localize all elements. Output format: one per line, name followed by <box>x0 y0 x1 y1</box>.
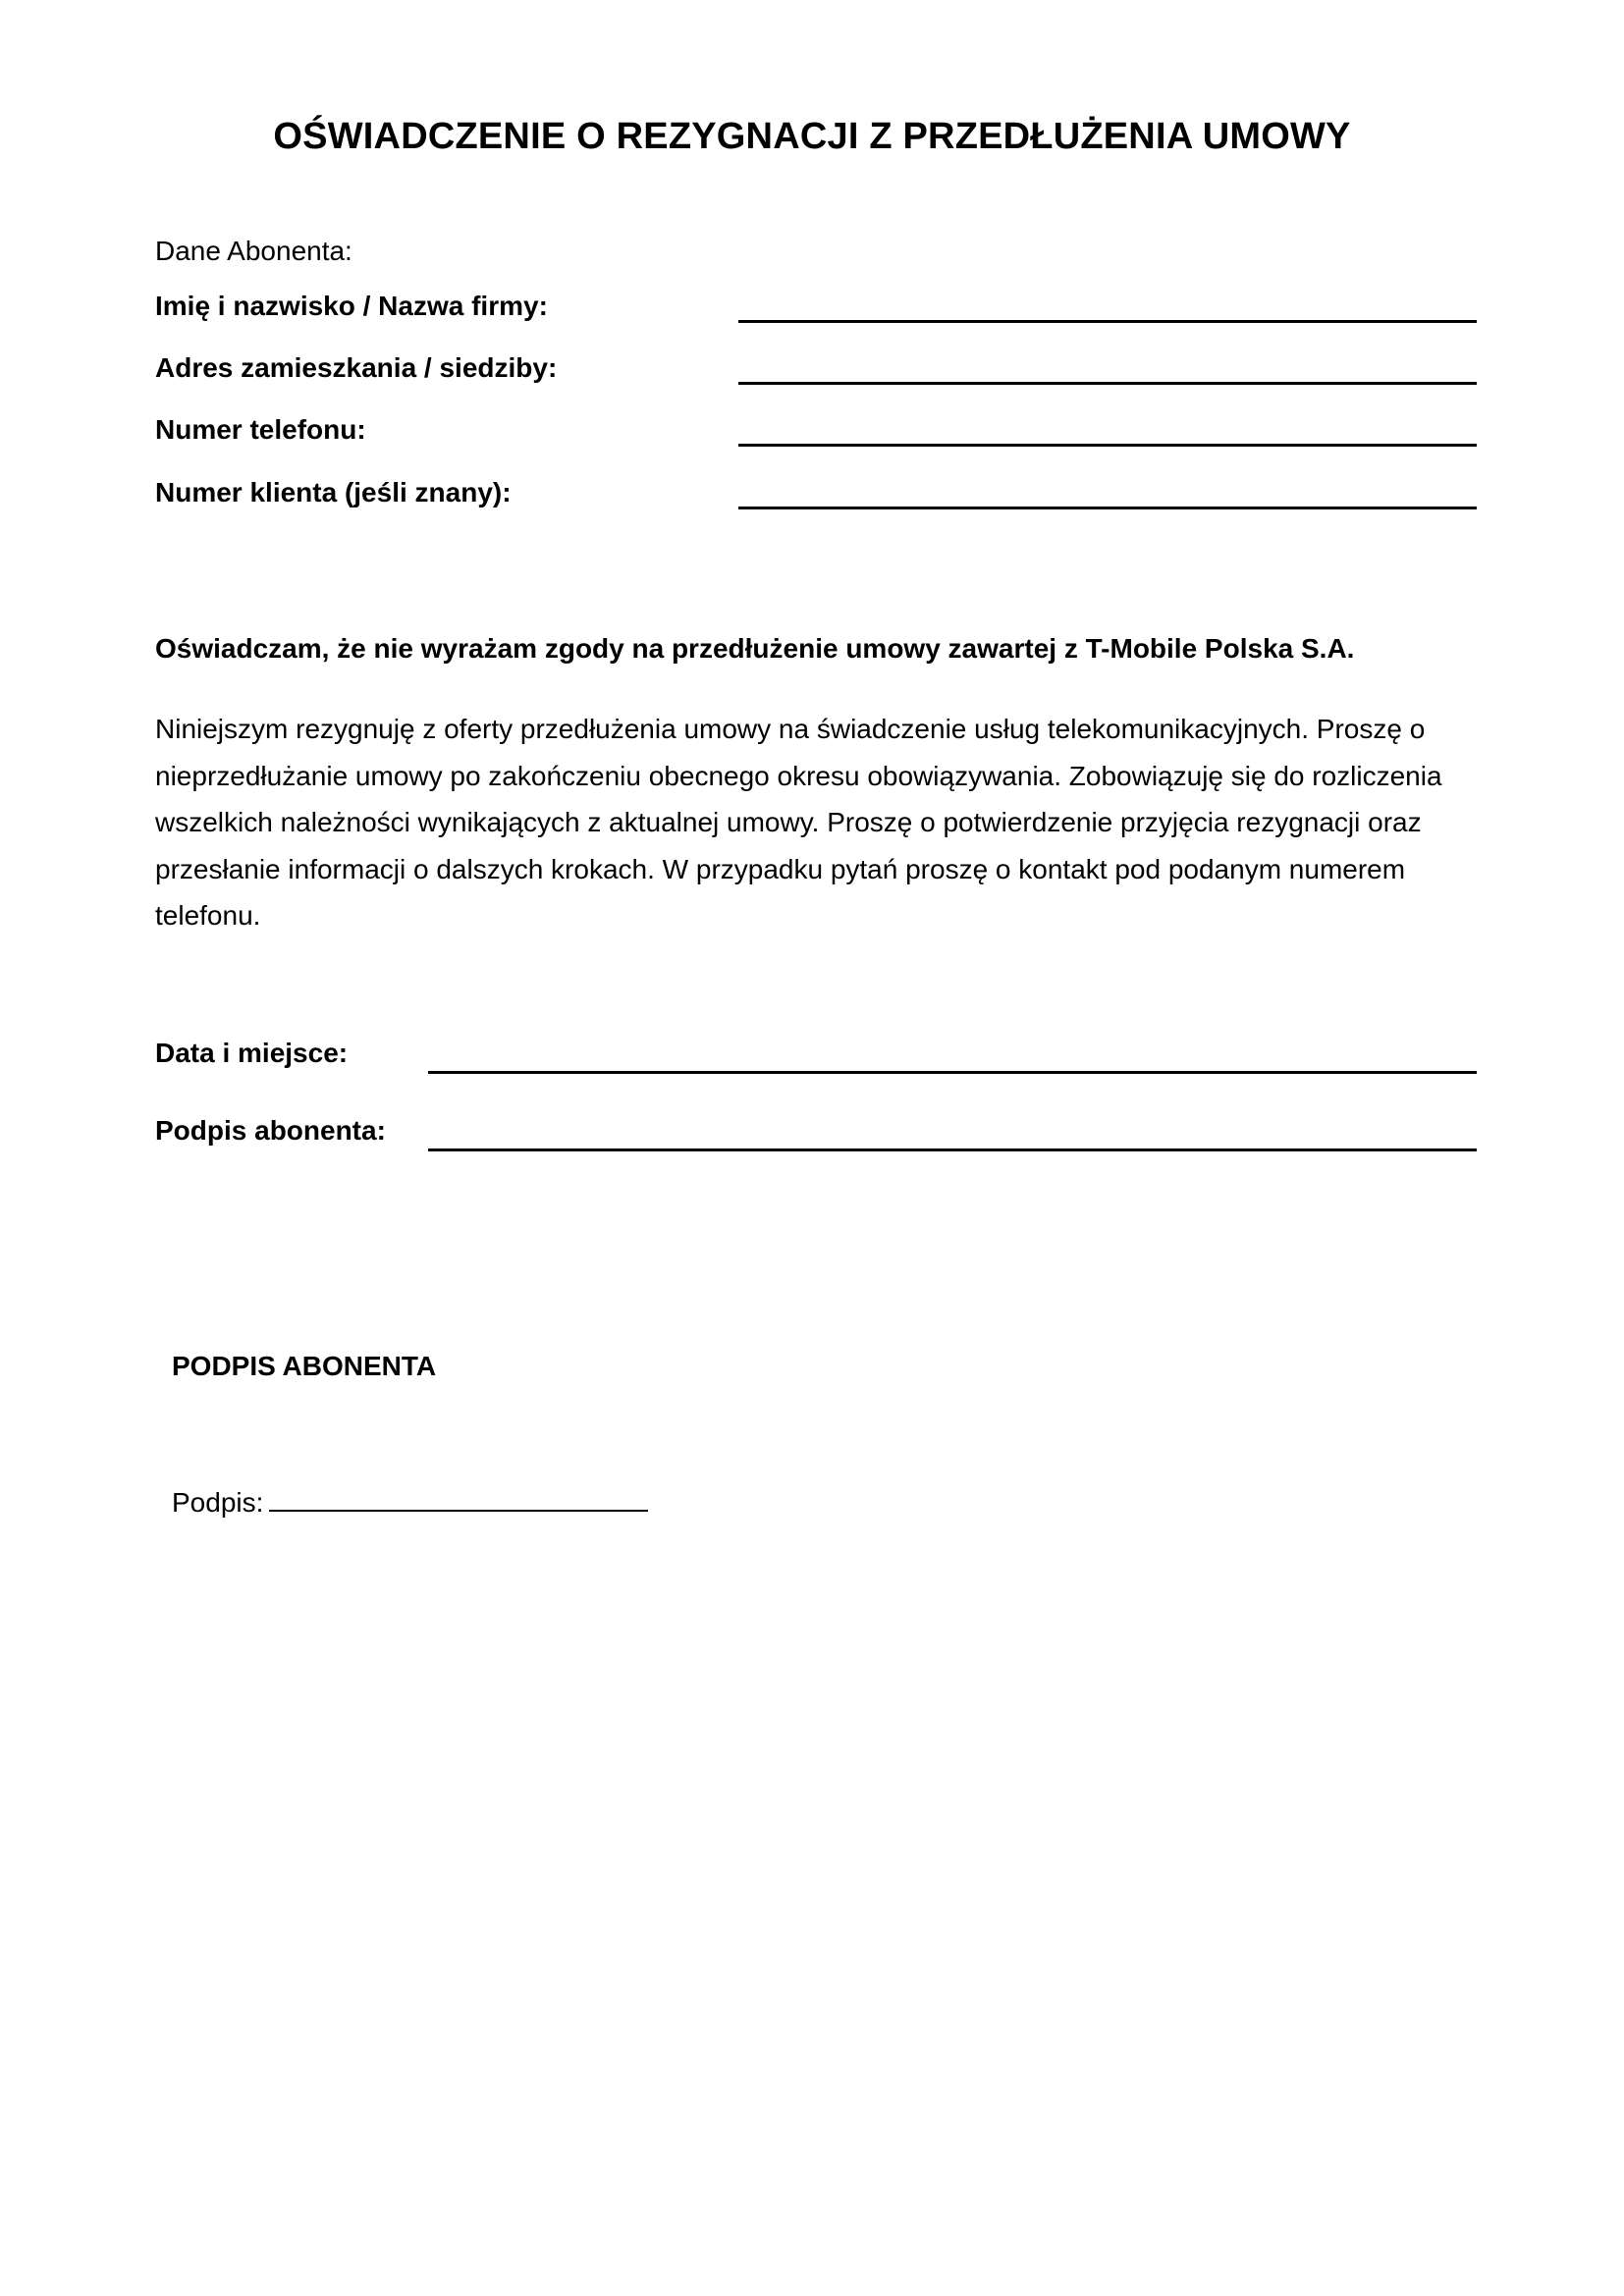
statement-heading: Oświadczam, że nie wyrażam zgody na przedłużenie umowy zawartej z T-Mobile Polska S.A. <box>155 633 1355 664</box>
statement-body: Niniejszym rezygnuję z oferty przedłużenia umowy na świadczenie usług telekomunikacyjnych. Proszę o nieprzedłużanie umowy po zakończeniu obecnego okresu obowiązywania. Zobowiązuję się do rozliczenia wszelkich należności wynikających z aktualnej umowy. Proszę o potwierdzenie przyjęcia rezygnacji oraz przesłanie informacji o dalszych krokach. W przypadku pytań proszę o kontakt pod podanym numerem telefonu. <box>155 714 1442 931</box>
address-field[interactable] <box>738 382 1477 385</box>
client-number-field[interactable] <box>738 507 1477 509</box>
field-label-name: Imię i nazwisko / Nazwa firmy: <box>155 291 548 321</box>
field-label-client-number: Numer klienta (jeśli znany): <box>155 477 512 507</box>
field-row-address <box>155 352 1477 392</box>
signature-field[interactable] <box>269 1482 648 1512</box>
date-place-field[interactable] <box>428 1071 1477 1074</box>
field-label-address: Adres zamieszkania / siedziby: <box>155 352 558 383</box>
field-row-name <box>155 291 1477 330</box>
signature-section-heading: PODPIS ABONENTA <box>172 1351 437 1381</box>
field-row-phone <box>155 414 1477 454</box>
signature-label: Podpis: <box>172 1487 264 1518</box>
name-field[interactable] <box>738 320 1477 323</box>
date-place-label: Data i miejsce: <box>155 1038 349 1068</box>
subscriber-data-label: Dane Abonenta: <box>155 236 352 266</box>
field-row-client-number <box>155 477 1477 516</box>
subscriber-signature-label: Podpis abonenta: <box>155 1115 386 1146</box>
phone-field[interactable] <box>738 444 1477 447</box>
date-place-row <box>155 1038 1477 1077</box>
field-label-phone: Numer telefonu: <box>155 414 366 445</box>
signature-row <box>172 1482 648 1519</box>
subscriber-signature-row <box>155 1115 1477 1154</box>
subscriber-signature-field[interactable] <box>428 1148 1477 1151</box>
document-title: OŚWIADCZENIE O REZYGNACJI Z PRZEDŁUŻENIA UMOWY <box>273 116 1351 157</box>
